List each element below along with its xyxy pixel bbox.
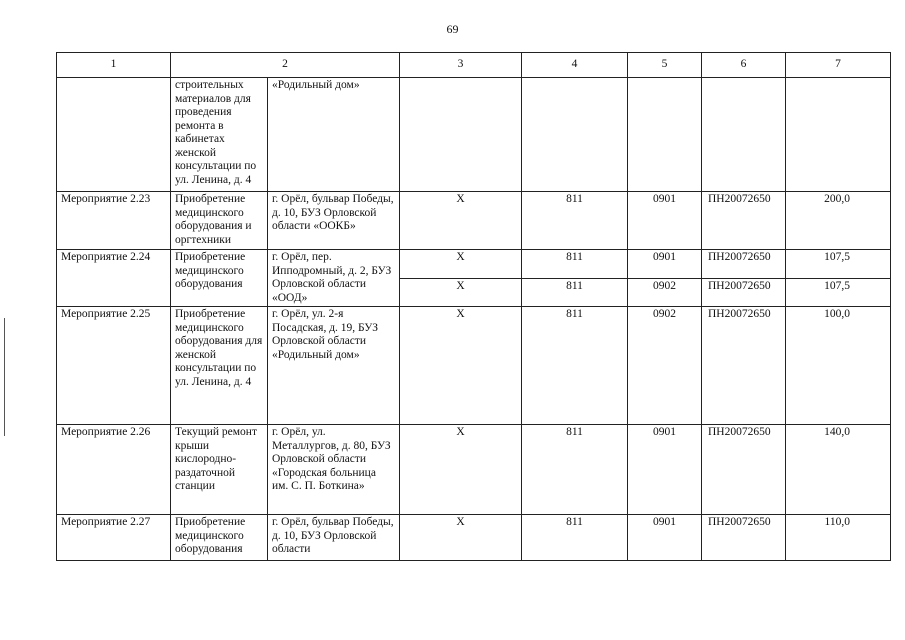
table-row [57,425,891,515]
event-cell: Мероприятие 2.27 [57,515,171,561]
address-cell: г. Орёл, бульвар Победы, д. 10, БУЗ Орловской области [268,515,400,561]
col6-cell: ПН20072650 [702,307,786,425]
header-cell-1: 1 [57,53,171,78]
col7-cell: 110,0 [786,515,891,561]
event-cell: Мероприятие 2.24 [57,250,171,307]
col5-cell [628,78,702,192]
col7-cell: 100,0 [786,307,891,425]
col4-cell: 811 [522,425,628,515]
address-cell: г. Орёл, ул. Металлургов, д. 80, БУЗ Орловской области «Городская больница им. С. П. Боткина» [268,425,400,515]
col6-cell: ПН20072650 [702,250,786,279]
col5-cell: 0901 [628,250,702,279]
col5-cell: 0902 [628,307,702,425]
budget-table [56,52,891,561]
event-cell [57,78,171,192]
event-cell: Мероприятие 2.26 [57,425,171,515]
col4-cell [522,78,628,192]
header-cell-5: 5 [628,53,702,78]
address-cell: «Родильный дом» [268,78,400,192]
col7-cell [786,78,891,192]
description-cell: строительных материалов для проведения ремонта в кабинетах женской консультации по ул. Ленина, д. 4 [171,78,268,192]
col3-cell: Х [400,515,522,561]
description-cell: Приобретение медицинского оборудования [171,515,268,561]
table-row [57,515,891,561]
col5-cell: 0902 [628,278,702,307]
col3-cell: Х [400,192,522,250]
event-cell: Мероприятие 2.25 [57,307,171,425]
col5-cell: 0901 [628,192,702,250]
table-row [57,192,891,250]
col6-cell: ПН20072650 [702,278,786,307]
description-cell: Приобретение медицинского оборудования и оргтехники [171,192,268,250]
col6-cell [702,78,786,192]
address-cell: г. Орёл, пер. Ипподромный, д. 2, БУЗ Орловской области «ООД» [268,250,400,307]
col5-cell: 0901 [628,425,702,515]
margin-line [4,318,5,436]
col4-cell: 811 [522,278,628,307]
header-cell-7: 7 [786,53,891,78]
table-row [57,78,891,192]
event-cell: Мероприятие 2.23 [57,192,171,250]
page-number: 69 [446,22,459,36]
header-row [57,53,891,78]
col6-cell: ПН20072650 [702,192,786,250]
header-cell-4: 4 [522,53,628,78]
table-row [57,307,891,425]
header-cell-2: 2 [171,53,400,78]
col4-cell: 811 [522,515,628,561]
address-cell: г. Орёл, бульвар Победы, д. 10, БУЗ Орловской области «ООКБ» [268,192,400,250]
col7-cell: 107,5 [786,250,891,279]
col4-cell: 811 [522,192,628,250]
description-cell: Приобретение медицинского оборудования для женской консультации по ул. Ленина, д. 4 [171,307,268,425]
col7-cell: 200,0 [786,192,891,250]
header-cell-3: 3 [400,53,522,78]
col3-cell: Х [400,307,522,425]
col6-cell: ПН20072650 [702,425,786,515]
col4-cell: 811 [522,250,628,279]
col4-cell: 811 [522,307,628,425]
col7-cell: 140,0 [786,425,891,515]
description-cell: Приобретение медицинского оборудования [171,250,268,307]
col3-cell: Х [400,425,522,515]
table-row [57,250,891,279]
col6-cell: ПН20072650 [702,515,786,561]
col7-cell: 107,5 [786,278,891,307]
description-cell: Текущий ремонт крыши кислородно-раздаточной станции [171,425,268,515]
col3-cell: Х [400,250,522,279]
table-container [56,52,891,561]
col3-cell [400,78,522,192]
col3-cell: Х [400,278,522,307]
header-cell-6: 6 [702,53,786,78]
address-cell: г. Орёл, ул. 2-я Посадская, д. 19, БУЗ Орловской области «Родильный дом» [268,307,400,425]
col5-cell: 0901 [628,515,702,561]
